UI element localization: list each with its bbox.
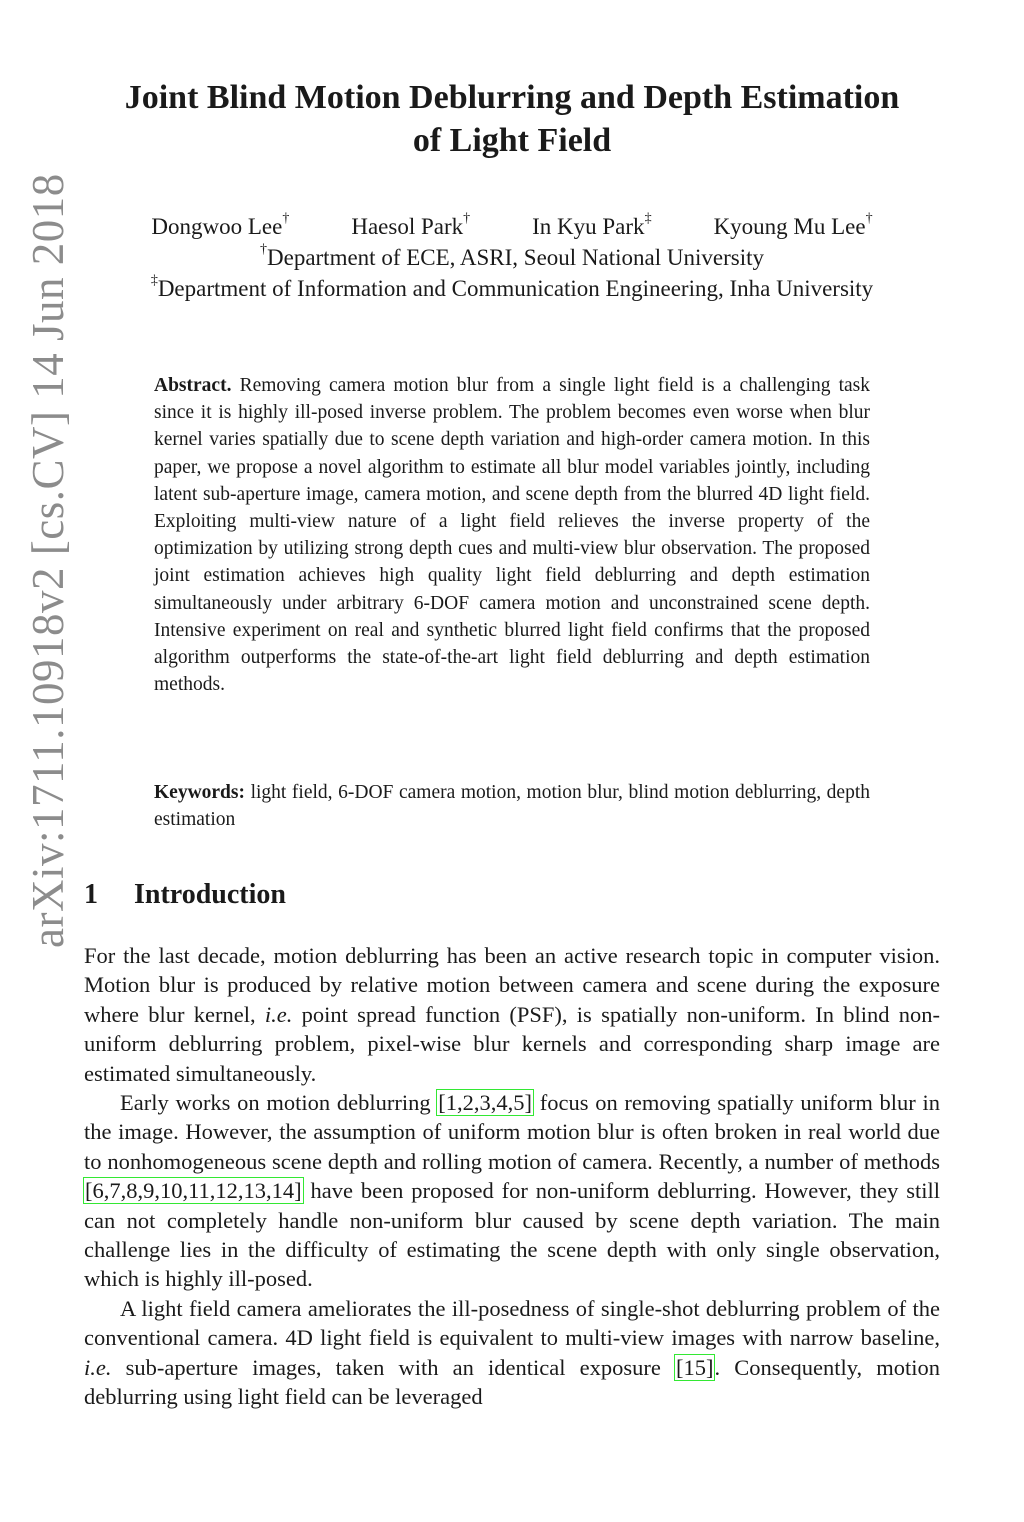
author: Dongwoo Lee† xyxy=(151,211,290,239)
citation-link[interactable]: [6,7,8,9,10,11,12,13,14] xyxy=(85,1178,302,1204)
paper-title: Joint Blind Motion Deblurring and Depth Estimation of Light Field xyxy=(124,79,900,159)
author: In Kyu Park‡ xyxy=(532,211,652,239)
citation-link[interactable]: [1,2,3,4,5] xyxy=(438,1090,533,1116)
keywords xyxy=(154,779,870,833)
author-list xyxy=(84,211,940,240)
section-heading xyxy=(84,879,286,911)
section-title: Introduction xyxy=(134,879,286,910)
arxiv-identifier: arXiv:1711.10918v2 [cs.CV] 14 Jun 2018 xyxy=(23,173,73,948)
keywords-text: light field, 6-DOF camera motion, motion blur, blind motion deblurring, depth estimation xyxy=(154,782,870,831)
affiliation: †Department of ECE, ASRI, Seoul National University xyxy=(260,242,764,270)
abstract xyxy=(154,372,870,698)
body-text xyxy=(84,941,940,1412)
paragraph: Early works on motion deblurring [1,2,3,4,5] focus on removing spatially uniform blur in the image. However, the assumption of uniform motion blur is often broken in real world due to nonhomogeneous scene depth and rolling motion of camera. Recently, a number of methods [6,7,8,9,10,11,12,13,14] have been proposed for non-uniform deblurring. However, they still can not completely handle non-uniform blur caused by scene depth variation. The main challenge lies in the difficulty of estimating the scene depth with only single observation, which is highly ill-posed. xyxy=(84,1090,941,1292)
author: Haesol Park† xyxy=(351,211,471,239)
citation-link[interactable]: [15] xyxy=(675,1354,714,1380)
abstract-label: Abstract. xyxy=(154,375,232,396)
paragraph: A light field camera ameliorates the ill-posedness of single-shot deblurring problem of the conventional camera. 4D light field is equivalent to multi-view images with narrow baseline, i.e. sub-aperture images, taken with an identical exposure [15]. Consequently, motion deblurring using light field can be leveraged xyxy=(84,1295,940,1410)
paragraph: For the last decade, motion deblurring has been an active research topic in computer vision. Motion blur is produced by relative motion between camera and scene during the exposure where blur kernel, i.e. point spread function (PSF), is spatially non-uniform. In blind non-uniform deblurring problem, pixel-wise blur kernels and corresponding sharp image are estimated simultaneously. xyxy=(84,943,940,1086)
affiliation: ‡Department of Information and Communication Engineering, Inha University xyxy=(150,273,874,301)
section-number: 1 xyxy=(84,879,98,910)
abstract-text: Removing camera motion blur from a single light field is a challenging task since it is highly ill-posed inverse problem. The problem becomes even worse when blur kernel varies spatially due to scene depth variation and high-order camera motion. In this paper, we propose a novel algorithm to estimate all blur model variables jointly, including latent sub-aperture image, camera motion, and scene depth from the blurred 4D light field. Exploiting multi-view nature of a light field relieves the inverse property of the optimization by utilizing strong depth cues and multi-view blur observation. The proposed joint estimation achieves high quality light field deblurring and depth estimation simultaneously under arbitrary 6-DOF camera motion and unconstrained scene depth. Intensive experiment on real and synthetic blurred light field confirms that the proposed algorithm outperforms the state-of-the-art light field deblurring and depth estimation methods. xyxy=(154,375,870,696)
keywords-label: Keywords: xyxy=(154,782,245,803)
author: Kyoung Mu Lee† xyxy=(713,211,873,239)
